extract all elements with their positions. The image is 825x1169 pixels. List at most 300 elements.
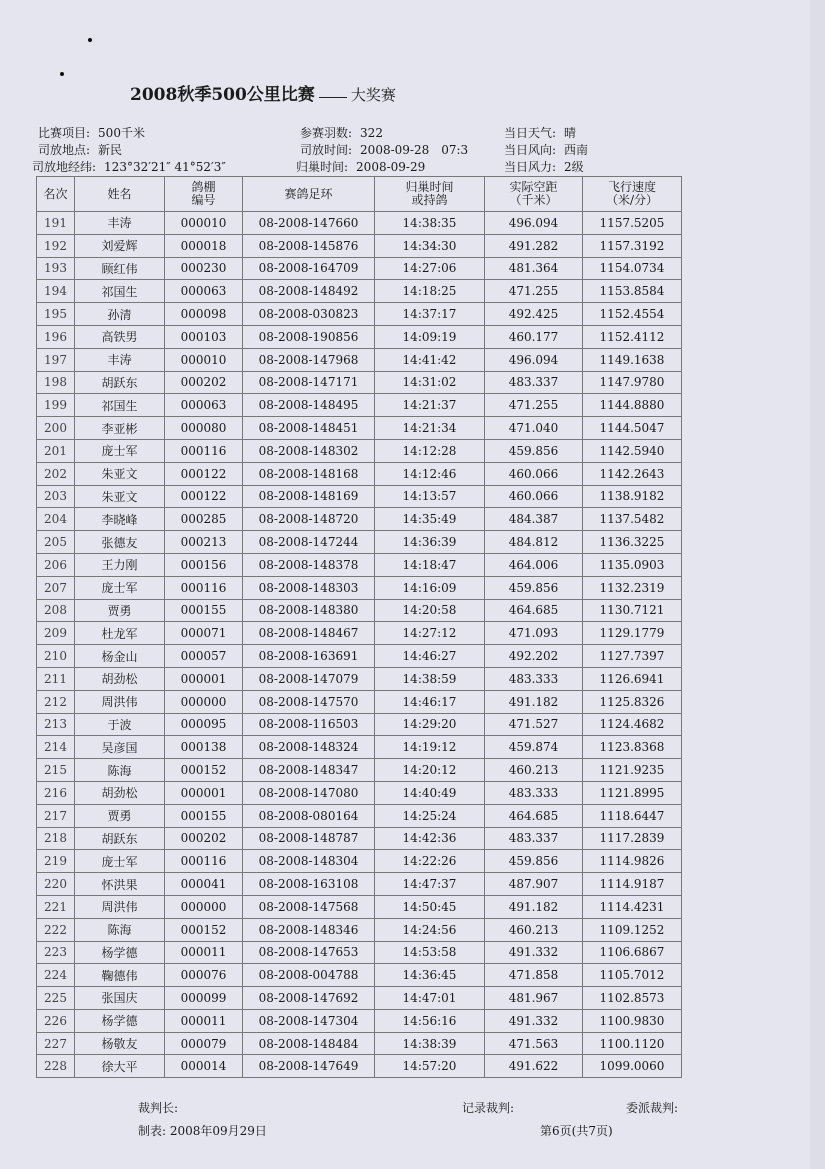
loft-cell: 000122	[165, 462, 243, 485]
speed-cell: 1152.4554	[583, 303, 682, 326]
header-col-speed: 飞行速度 （米/分）	[583, 177, 682, 212]
name-cell: 张德友	[75, 531, 165, 554]
table-row	[37, 212, 682, 235]
arrival-cell: 14:29:20	[375, 713, 485, 736]
info-count	[300, 124, 383, 141]
table-row	[37, 348, 682, 371]
header-col-loft: 鸽棚 编号	[165, 177, 243, 212]
loft-cell: 000018	[165, 234, 243, 257]
info-label: 司放时间:	[300, 143, 353, 157]
ring-cell: 08-2008-190856	[243, 325, 375, 348]
distance-cell: 484.387	[485, 508, 583, 531]
arrival-cell: 14:34:30	[375, 234, 485, 257]
speed-cell: 1100.9830	[583, 1009, 682, 1032]
rank-cell: 217	[37, 804, 75, 827]
table-row	[37, 736, 682, 759]
rank-cell: 209	[37, 622, 75, 645]
rank-cell: 208	[37, 599, 75, 622]
title-subtitle: 大奖赛	[350, 86, 396, 104]
loft-cell: 000001	[165, 781, 243, 804]
table-row	[37, 599, 682, 622]
loft-cell: 000011	[165, 941, 243, 964]
rank-cell: 205	[37, 531, 75, 554]
rank-cell: 193	[37, 257, 75, 280]
header-col-ring: 赛鸽足环	[243, 177, 375, 212]
header-col-name: 姓名	[75, 177, 165, 212]
chief-judge-label: 裁判长:	[138, 1101, 179, 1115]
name-cell: 朱亚文	[75, 462, 165, 485]
arrival-cell: 14:37:17	[375, 303, 485, 326]
info-label: 比赛项目:	[38, 126, 91, 140]
distance-cell: 471.040	[485, 417, 583, 440]
ring-cell: 08-2008-147692	[243, 987, 375, 1010]
distance-cell: 471.527	[485, 713, 583, 736]
ring-cell: 08-2008-148303	[243, 576, 375, 599]
loft-cell: 000041	[165, 873, 243, 896]
loft-cell: 000076	[165, 964, 243, 987]
distance-cell: 491.332	[485, 941, 583, 964]
speed-cell: 1114.9826	[583, 850, 682, 873]
info-value: 西南	[564, 143, 589, 157]
distance-cell: 496.094	[485, 348, 583, 371]
distance-cell: 460.213	[485, 918, 583, 941]
arrival-cell: 14:36:45	[375, 964, 485, 987]
ring-cell: 08-2008-148304	[243, 850, 375, 873]
name-cell: 鞠德伟	[75, 964, 165, 987]
table-row	[37, 987, 682, 1010]
loft-cell: 000138	[165, 736, 243, 759]
ring-cell: 08-2008-147171	[243, 371, 375, 394]
arrival-cell: 14:13:57	[375, 485, 485, 508]
loft-cell: 000098	[165, 303, 243, 326]
speed-cell: 1136.3225	[583, 531, 682, 554]
table-row	[37, 257, 682, 280]
distance-cell: 464.006	[485, 553, 583, 576]
speed-cell: 1118.6447	[583, 804, 682, 827]
speed-cell: 1114.4231	[583, 895, 682, 918]
name-cell: 周洪伟	[75, 690, 165, 713]
arrival-cell: 14:18:47	[375, 553, 485, 576]
loft-cell: 000122	[165, 485, 243, 508]
speed-cell: 1142.5940	[583, 439, 682, 462]
table-row	[37, 1032, 682, 1055]
arrival-cell: 14:25:24	[375, 804, 485, 827]
distance-cell: 471.255	[485, 394, 583, 417]
arrival-cell: 14:21:34	[375, 417, 485, 440]
loft-cell: 000152	[165, 918, 243, 941]
loft-cell: 000202	[165, 827, 243, 850]
distance-cell: 483.337	[485, 827, 583, 850]
arrival-cell: 14:35:49	[375, 508, 485, 531]
rank-cell: 200	[37, 417, 75, 440]
rank-cell: 194	[37, 280, 75, 303]
speed-cell: 1127.7397	[583, 645, 682, 668]
table-row	[37, 941, 682, 964]
arrival-cell: 14:19:12	[375, 736, 485, 759]
speed-cell: 1100.1120	[583, 1032, 682, 1055]
rank-cell: 218	[37, 827, 75, 850]
loft-cell: 000156	[165, 553, 243, 576]
ring-cell: 08-2008-147653	[243, 941, 375, 964]
loft-cell: 000011	[165, 1009, 243, 1032]
loft-cell: 000010	[165, 212, 243, 235]
distance-cell: 460.177	[485, 325, 583, 348]
speed-cell: 1109.1252	[583, 918, 682, 941]
info-wind-force	[504, 158, 584, 175]
distance-cell: 484.812	[485, 531, 583, 554]
name-cell: 张国庆	[75, 987, 165, 1010]
arrival-cell: 14:27:12	[375, 622, 485, 645]
table-row	[37, 325, 682, 348]
page-title	[130, 80, 396, 105]
speed-cell: 1121.8995	[583, 781, 682, 804]
speed-cell: 1121.9235	[583, 759, 682, 782]
page-number: 第6页(共7页)	[540, 1124, 613, 1138]
info-label: 参赛羽数:	[300, 126, 353, 140]
distance-cell: 471.093	[485, 622, 583, 645]
info-place	[38, 141, 122, 158]
rank-cell: 227	[37, 1032, 75, 1055]
ring-cell: 08-2008-148467	[243, 622, 375, 645]
speed-cell: 1126.6941	[583, 667, 682, 690]
name-cell: 贾勇	[75, 599, 165, 622]
arrival-cell: 14:46:27	[375, 645, 485, 668]
table-row	[37, 781, 682, 804]
loft-cell: 000080	[165, 417, 243, 440]
loft-cell: 000202	[165, 371, 243, 394]
rank-cell: 191	[37, 212, 75, 235]
distance-cell: 464.685	[485, 599, 583, 622]
distance-cell: 491.622	[485, 1055, 583, 1078]
distance-cell: 460.213	[485, 759, 583, 782]
distance-cell: 483.337	[485, 371, 583, 394]
loft-cell: 000155	[165, 804, 243, 827]
loft-cell: 000116	[165, 576, 243, 599]
speed-cell: 1149.1638	[583, 348, 682, 371]
info-value: 2008-09-29	[356, 160, 426, 174]
arrival-cell: 14:27:06	[375, 257, 485, 280]
distance-cell: 460.066	[485, 485, 583, 508]
loft-cell: 000213	[165, 531, 243, 554]
title-blank	[319, 97, 347, 98]
table-body	[37, 212, 682, 1078]
speed-cell: 1138.9182	[583, 485, 682, 508]
loft-cell: 000001	[165, 667, 243, 690]
info-event	[38, 124, 145, 141]
arrival-cell: 14:20:12	[375, 759, 485, 782]
loft-cell: 000116	[165, 850, 243, 873]
arrival-cell: 14:38:35	[375, 212, 485, 235]
rank-cell: 228	[37, 1055, 75, 1078]
rank-cell: 214	[37, 736, 75, 759]
arrival-cell: 14:31:02	[375, 371, 485, 394]
loft-cell: 000057	[165, 645, 243, 668]
distance-cell: 491.182	[485, 895, 583, 918]
rank-cell: 199	[37, 394, 75, 417]
name-cell: 祁国生	[75, 280, 165, 303]
name-cell: 高铁男	[75, 325, 165, 348]
ring-cell: 08-2008-148324	[243, 736, 375, 759]
loft-cell: 000063	[165, 280, 243, 303]
ring-cell: 08-2008-030823	[243, 303, 375, 326]
name-cell: 杨敬友	[75, 1032, 165, 1055]
rank-cell: 203	[37, 485, 75, 508]
speed-cell: 1137.5482	[583, 508, 682, 531]
name-cell: 杨学德	[75, 1009, 165, 1032]
arrival-cell: 14:46:17	[375, 690, 485, 713]
ring-cell: 08-2008-148169	[243, 485, 375, 508]
ring-cell: 08-2008-147079	[243, 667, 375, 690]
table-row	[37, 234, 682, 257]
name-cell: 刘爱辉	[75, 234, 165, 257]
arrival-cell: 14:47:37	[375, 873, 485, 896]
ring-cell: 08-2008-147968	[243, 348, 375, 371]
arrival-cell: 14:47:01	[375, 987, 485, 1010]
info-value: 322	[360, 126, 383, 140]
table-row	[37, 553, 682, 576]
distance-cell: 491.282	[485, 234, 583, 257]
arrival-cell: 14:56:16	[375, 1009, 485, 1032]
ring-cell: 08-2008-145876	[243, 234, 375, 257]
info-label: 司放地经纬:	[32, 160, 97, 174]
distance-cell: 459.856	[485, 576, 583, 599]
info-coords	[32, 158, 226, 175]
distance-cell: 459.856	[485, 850, 583, 873]
rank-cell: 197	[37, 348, 75, 371]
made-date: 制表: 2008年09月29日	[138, 1124, 267, 1138]
rank-cell: 201	[37, 439, 75, 462]
name-cell: 祁国生	[75, 394, 165, 417]
table-row	[37, 964, 682, 987]
rank-cell: 207	[37, 576, 75, 599]
name-cell: 朱亚文	[75, 485, 165, 508]
rank-cell: 223	[37, 941, 75, 964]
arrival-cell: 14:50:45	[375, 895, 485, 918]
info-label: 归巢时间:	[296, 160, 349, 174]
speed-cell: 1147.9780	[583, 371, 682, 394]
name-cell: 顾红伟	[75, 257, 165, 280]
table-row	[37, 531, 682, 554]
table-row	[37, 485, 682, 508]
info-label: 当日风力:	[504, 160, 557, 174]
arrival-cell: 14:53:58	[375, 941, 485, 964]
loft-cell: 000014	[165, 1055, 243, 1078]
loft-cell: 000285	[165, 508, 243, 531]
loft-cell: 000079	[165, 1032, 243, 1055]
arrival-cell: 14:57:20	[375, 1055, 485, 1078]
ring-cell: 08-2008-163108	[243, 873, 375, 896]
rank-cell: 221	[37, 895, 75, 918]
rank-cell: 215	[37, 759, 75, 782]
speed-cell: 1153.8584	[583, 280, 682, 303]
name-cell: 王力刚	[75, 553, 165, 576]
rank-cell: 192	[37, 234, 75, 257]
info-wind-direction	[504, 141, 588, 158]
distance-cell: 491.332	[485, 1009, 583, 1032]
speed-cell: 1105.7012	[583, 964, 682, 987]
ring-cell: 08-2008-148787	[243, 827, 375, 850]
ring-cell: 08-2008-147080	[243, 781, 375, 804]
speed-cell: 1124.4682	[583, 713, 682, 736]
distance-cell: 459.874	[485, 736, 583, 759]
speed-cell: 1102.8573	[583, 987, 682, 1010]
name-cell: 杨金山	[75, 645, 165, 668]
table-row	[37, 576, 682, 599]
speed-cell: 1157.5205	[583, 212, 682, 235]
rank-cell: 226	[37, 1009, 75, 1032]
distance-cell: 471.563	[485, 1032, 583, 1055]
rank-cell: 211	[37, 667, 75, 690]
rank-cell: 219	[37, 850, 75, 873]
ring-cell: 08-2008-147304	[243, 1009, 375, 1032]
name-cell: 胡劲松	[75, 781, 165, 804]
distance-cell: 471.255	[485, 280, 583, 303]
info-value: 2级	[564, 160, 584, 174]
ring-cell: 08-2008-004788	[243, 964, 375, 987]
speed-cell: 1125.8326	[583, 690, 682, 713]
ring-cell: 08-2008-148451	[243, 417, 375, 440]
speed-cell: 1106.6867	[583, 941, 682, 964]
ring-cell: 08-2008-148484	[243, 1032, 375, 1055]
rank-cell: 195	[37, 303, 75, 326]
name-cell: 贾勇	[75, 804, 165, 827]
arrival-cell: 14:36:39	[375, 531, 485, 554]
arrival-cell: 14:24:56	[375, 918, 485, 941]
rank-cell: 224	[37, 964, 75, 987]
ring-cell: 08-2008-164709	[243, 257, 375, 280]
distance-cell: 471.858	[485, 964, 583, 987]
arrival-cell: 14:22:26	[375, 850, 485, 873]
distance-cell: 487.907	[485, 873, 583, 896]
speed-cell: 1144.5047	[583, 417, 682, 440]
rank-cell: 220	[37, 873, 75, 896]
speed-cell: 1142.2643	[583, 462, 682, 485]
name-cell: 陈海	[75, 918, 165, 941]
name-cell: 吴彦国	[75, 736, 165, 759]
name-cell: 庞士军	[75, 439, 165, 462]
ring-cell: 08-2008-147568	[243, 895, 375, 918]
rank-cell: 222	[37, 918, 75, 941]
table-row	[37, 462, 682, 485]
ring-cell: 08-2008-163691	[243, 645, 375, 668]
speed-cell: 1157.3192	[583, 234, 682, 257]
info-release	[300, 141, 468, 158]
table-row	[37, 759, 682, 782]
table-row	[37, 439, 682, 462]
table-row	[37, 508, 682, 531]
record-judge-label: 记录裁判:	[462, 1101, 515, 1115]
speed-cell: 1123.8368	[583, 736, 682, 759]
distance-cell: 460.066	[485, 462, 583, 485]
ring-cell: 08-2008-148347	[243, 759, 375, 782]
arrival-cell: 14:38:39	[375, 1032, 485, 1055]
rank-cell: 225	[37, 987, 75, 1010]
ring-cell: 08-2008-148302	[243, 439, 375, 462]
header-col-rank: 名次	[37, 177, 75, 212]
info-value: 晴	[564, 126, 577, 140]
ring-cell: 08-2008-116503	[243, 713, 375, 736]
speed-cell: 1129.1779	[583, 622, 682, 645]
table-row	[37, 417, 682, 440]
arrival-cell: 14:21:37	[375, 394, 485, 417]
arrival-cell: 14:41:42	[375, 348, 485, 371]
speed-cell: 1144.8880	[583, 394, 682, 417]
loft-cell: 000099	[165, 987, 243, 1010]
ring-cell: 08-2008-148346	[243, 918, 375, 941]
speck	[88, 38, 92, 42]
info-value: 500千米	[98, 126, 145, 140]
rank-cell: 202	[37, 462, 75, 485]
info-label: 当日天气:	[504, 126, 557, 140]
distance-cell: 492.202	[485, 645, 583, 668]
name-cell: 陈海	[75, 759, 165, 782]
arrival-cell: 14:12:46	[375, 462, 485, 485]
info-value: 2008-09-28 07:3	[360, 143, 469, 157]
speed-cell: 1117.2839	[583, 827, 682, 850]
table-row	[37, 394, 682, 417]
ring-cell: 08-2008-147570	[243, 690, 375, 713]
rank-cell: 212	[37, 690, 75, 713]
ring-cell: 08-2008-148720	[243, 508, 375, 531]
table-row	[37, 804, 682, 827]
table-row	[37, 645, 682, 668]
loft-cell: 000010	[165, 348, 243, 371]
rank-cell: 196	[37, 325, 75, 348]
table-row	[37, 690, 682, 713]
arrival-cell: 14:12:28	[375, 439, 485, 462]
rank-cell: 213	[37, 713, 75, 736]
name-cell: 杜龙军	[75, 622, 165, 645]
arrival-cell: 14:09:19	[375, 325, 485, 348]
table-row	[37, 280, 682, 303]
rank-cell: 204	[37, 508, 75, 531]
table-row	[37, 667, 682, 690]
table-row	[37, 850, 682, 873]
arrival-cell: 14:42:36	[375, 827, 485, 850]
table-header-row	[37, 177, 682, 212]
arrival-cell: 14:38:59	[375, 667, 485, 690]
speed-cell: 1152.4112	[583, 325, 682, 348]
name-cell: 杨学德	[75, 941, 165, 964]
speed-cell: 1114.9187	[583, 873, 682, 896]
distance-cell: 496.094	[485, 212, 583, 235]
rank-cell: 206	[37, 553, 75, 576]
name-cell: 于波	[75, 713, 165, 736]
table-row	[37, 622, 682, 645]
table-row	[37, 1055, 682, 1078]
table-row	[37, 918, 682, 941]
loft-cell: 000063	[165, 394, 243, 417]
loft-cell: 000071	[165, 622, 243, 645]
rank-cell: 210	[37, 645, 75, 668]
name-cell: 孙清	[75, 303, 165, 326]
speed-cell: 1135.0903	[583, 553, 682, 576]
speed-cell: 1099.0060	[583, 1055, 682, 1078]
info-value: 新民	[98, 143, 123, 157]
loft-cell: 000000	[165, 895, 243, 918]
distance-cell: 492.425	[485, 303, 583, 326]
name-cell: 李亚彬	[75, 417, 165, 440]
info-weather	[504, 124, 576, 141]
loft-cell: 000095	[165, 713, 243, 736]
info-return	[296, 158, 425, 175]
table-row	[37, 873, 682, 896]
ring-cell: 08-2008-148495	[243, 394, 375, 417]
results-table	[36, 176, 682, 1078]
loft-cell: 000103	[165, 325, 243, 348]
ring-cell: 08-2008-148378	[243, 553, 375, 576]
name-cell: 徐大平	[75, 1055, 165, 1078]
